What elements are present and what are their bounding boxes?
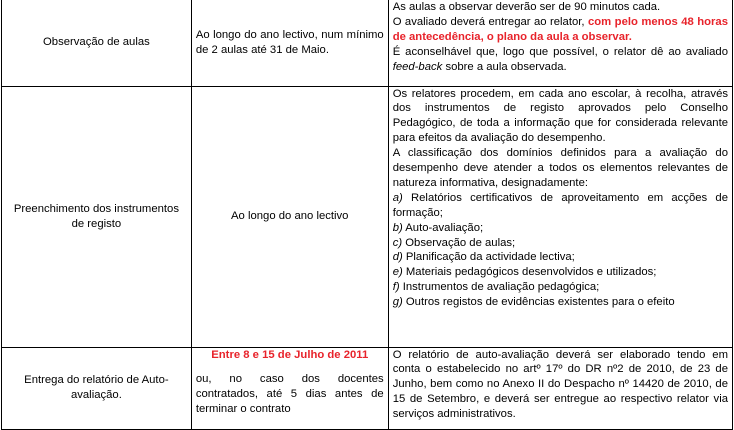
list-item: e) Materiais pedagógicos desenvolvidos e utilizados; [392, 266, 657, 279]
description-cell [388, 0, 732, 86]
description-paragraph: O avaliado deverá entregar ao relator, com pelo menos 48 horas de antecedência, o plano da aula a observar. [392, 15, 729, 43]
deadline-text: Entre 8 e 15 de Julho de 2011 [211, 348, 369, 361]
list-item: f) Instrumentos de avaliação pedagógica; [392, 281, 600, 294]
list-item: a) Relatórios certificativos de aproveitamento em acções de formação; [392, 191, 728, 219]
list-item: g) Outros registos de evidências existentes para o efeito [392, 296, 675, 309]
activity-cell: Preenchimento dos instrumentos de registo [2, 86, 192, 347]
activity-cell: Observação de aulas [2, 0, 192, 86]
table-row [2, 347, 733, 429]
description-cell: O relatório de auto-avaliação deverá ser elaborado tendo em conta o estabelecido no artº 17º do DR nº2 de 2010, de 23 de Junho, bem como no Anexo II do Despacho nº 14420 de 2010, de 15 de Setembro, e deverá ser entregue ao respectivo relator via serviços administrativos. [388, 347, 732, 429]
period-cell: Ao longo do ano lectivo, num mínimo de 2 aulas até 31 de Maio. [191, 0, 388, 86]
description-paragraph: A classificação dos domínios definidos para a avaliação do desempenho deve atender a todos os elementos relevantes de natureza informativa, designadamente: [392, 147, 728, 189]
description-paragraph: É aconselhável que, logo que possível, o relator dê ao avaliado feed-back sobre a aula observada. [392, 45, 728, 73]
table-row [2, 0, 733, 86]
list-item: c) Observação de aulas; [392, 236, 516, 249]
period-cell [191, 347, 388, 429]
emphasized-text: feed-back [392, 60, 443, 73]
period-cell: Ao longo do ano lectivo [191, 86, 388, 347]
highlighted-text: com pelo menos 48 horas de antecedência, o plano da aula a observar. [392, 15, 729, 43]
description-cell [388, 86, 732, 347]
table-row [2, 86, 733, 347]
activity-cell: Entrega do relatório de Auto-avaliação. [2, 347, 192, 429]
description-paragraph: As aulas a observar deverão ser de 90 minutos cada. [392, 1, 661, 13]
evaluation-table [1, 0, 733, 430]
period-note: ou, no caso dos docentes contratados, até 5 dias antes de terminar o contrato [195, 373, 384, 416]
list-item: b) Auto-avaliação; [392, 221, 484, 234]
description-paragraph: Os relatores procedem, em cada ano escolar, à recolha, através dos instrumentos de registo aprovados pelo Conselho Pedagógico, de toda a informação que for considerada relevante para efeitos da avaliação do desempenho. [392, 87, 728, 145]
list-item: d) Planificação da actividade lectiva; [392, 251, 575, 264]
